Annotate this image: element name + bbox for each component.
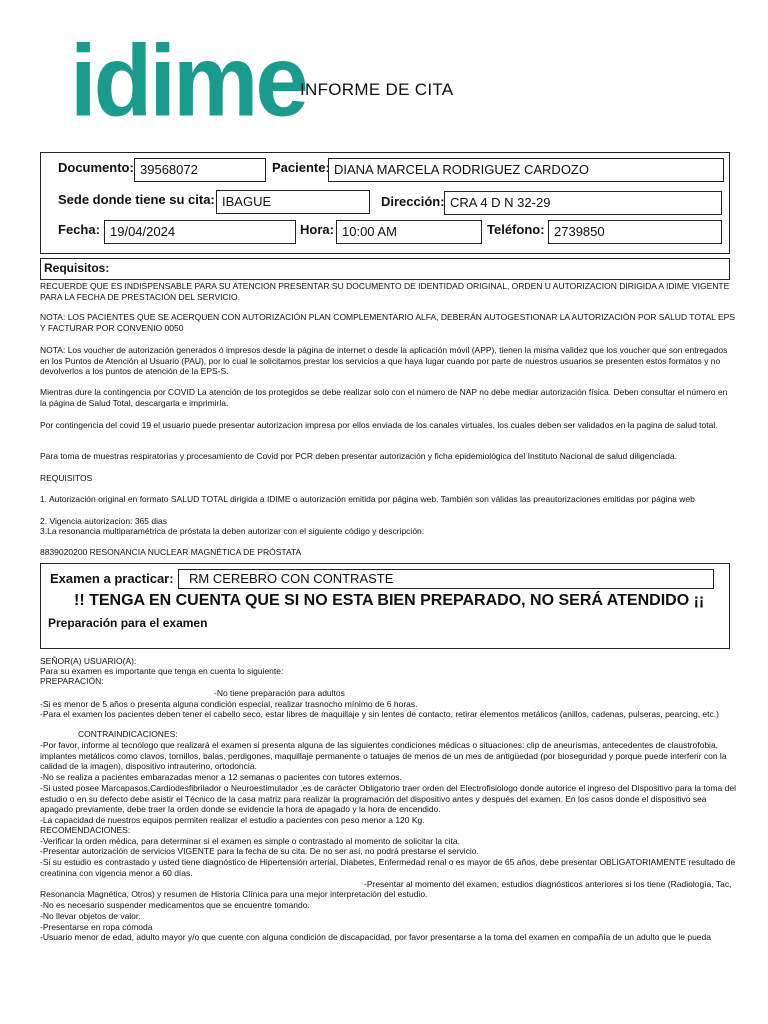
prep-line-19: -Presentarse en ropa cómoda [40,922,153,932]
preparation-warning: !! TENGA EN CUENTA QUE SI NO ESTA BIEN PREPARADO, NO SERÁ ATENDIDO ¡¡ [74,592,705,609]
direccion-label: Dirección: [381,194,445,209]
paciente-label: Paciente: [272,160,330,175]
prep-line-12: RECOMENDACIONES: [40,825,131,835]
preparation-heading: Preparación para el examen [48,616,208,630]
prep-line-14: -Presentar autorización de servicios VIGENTE para la fecha de su cita. De no ser así, no podrá prestarse el servicio. [40,846,479,856]
prep-line-5: -Si es menor de 5 años o presenta alguna condición especial, realizar trasnocho mínimo de 6 horas. [40,699,418,709]
requisitos-p1: RECUERDE QUE ES INDISPENSABLE PARA SU ATENCION PRESENTAR SU DOCUMENTO DE IDENTIDAD ORIGINAL, ORDEN U AUTORIZACION DIRIGIDA A IDIME VIGENTE PARA LA FECHA DE PRESTACIÓN DEL SERVICIO. [40,281,730,302]
requisitos-p5: Por contingencia del covid 19 el usuario puede presentar autorizacion impresa por ellos enviada de los canales virtuales, los cuales deben ser validados en la pagina de salud total. [40,420,718,430]
requisitos-p9b: 3.La resonancia multiparamétrica de próstata la deben autorizar con el siguiente código y descripción: [40,526,425,536]
sede-label: Sede donde tiene su cita: [58,192,215,207]
telefono-label: Teléfono: [487,222,545,237]
documento-label: Documento: [58,160,134,175]
examen-value: RM CEREBRO CON CONTRASTE [178,569,714,589]
requisitos-p2: NOTA: LOS PACIENTES QUE SE ACERQUEN CON AUTORIZACIÓN PLAN COMPLEMENTARIO ALFA, DEBERÁN AUTOGESTIONAR LA AUTORIZACIÓN POR SALUD TOTAL EPS Y FACTURAR POR CONVENIO 0050 [40,312,735,333]
requisitos-p8: 1. Autorización original en formato SALUD TOTAL dirigida a IDIME o autorización emitida por página web. También son válidas las preautorizaciones emitidas por página web [40,494,695,504]
requisitos-p3: NOTA: Los voucher de autorización generados ó impresos desde la página de internet o desde la aplicación móvil (APP), tienen la misma validez que los voucher que son entregados en los Puntos de Atención al Usuario (PAU), por lo cual le solicitamos prestar los servicios a que haya lugar cuando por parte de nuestros usuarios se presenten estos formatos y no devolverlos a los puntos de atención de la EPS-S. [40,345,728,376]
requisitos-p10: 8839020200 RESONANCIA NUCLEAR MAGNÉTICA DE PRÓSTATA [40,547,302,557]
prep-line-18: -No llevar objetos de valor. [40,911,141,921]
documento-value: 39568072 [134,158,266,182]
prep-line-17: -No es necesario suspender medicamentos que se encuentre tomando. [40,900,310,910]
requisitos-p6: Para toma de muestras respiratorias y procesamiento de Covid por PCR deben presentar autorización y ficha epidemiológica del Instituto Nacional de salud diligenciada. [40,451,677,461]
requisitos-p7: REQUISITOS [40,473,93,483]
prep-line-10: -Si usted posee Marcapasos,Cardiodesfibrilador o Neuroestimulador ,es de carácter Obligatorio traer orden del Electrofisiologo donde autorice el ingreso del Dispositivo para la toma del estudio o en su defecto debe asistir el Técnico de la casa matriz para realizar la programación del dispositivo antes y después del examen. En los casos donde el dispositivo sea apagado previamente, debe traer la orden donde se evidencie la hora de apagado y la hora de encendido. [40,783,736,814]
prep-line-4: -No tiene preparación para adultos [214,688,345,698]
examen-label: Examen a practicar: [50,571,174,586]
prep-line-3: PREPARACIÓN: [40,676,104,686]
prep-line-20: -Usuario menor de edad, adulto mayor y/o que cuente con alguna condición de discapacidad, por favor presentarse a la toma del examen en compañía de un adulto que le pueda [40,932,711,942]
prep-line-13: -Verificar la orden médica, para determinar si el examen es simple o contrastado al momento de solicitar la cita. [40,836,460,846]
prep-line-15: -Si su estudio es contrastado y usted tiene diagnóstico de Hipertensión arterial, Diabetes, Enfermedad renal o es mayor de 65 años, debe presentar OBLIGATORIAMENTE resultado de creatinina con vigencia menor a 60 días. [40,857,736,878]
requisitos-header-box [40,258,730,280]
fecha-value: 19/04/2024 [104,220,296,244]
prep-line-6: -Para el examen los pacientes deben tener el cabello seco, estar libres de maquillaje y sin lentes de contacto, retirar elementos metálicos (anillos, cadenas, pulseras, pearcing, etc.) [40,709,719,719]
fecha-label: Fecha: [58,222,100,237]
direccion-value: CRA 4 D N 32-29 [444,191,722,215]
prep-line-16b: Resonancia Magnética, Otros) y resumen de Historia Clínica para una mejor interpretación del estudio. [40,889,428,899]
prep-line-7: CONTRAINDICACIONES: [78,729,178,739]
hora-value: 10:00 AM [336,220,482,244]
hora-label: Hora: [300,222,334,237]
telefono-value: 2739850 [548,220,722,244]
requisitos-p4: Mientras dure la contingencia por COVID La atención de los protegidos se debe realizar solo con el número de NAP no debe mediar autorización física. Deben consultar el número en la página de Salud Total, descargarla e imprimirla. [40,387,728,408]
paciente-value: DIANA MARCELA RODRIGUEZ CARDOZO [328,158,724,182]
idime-logo: idime [70,25,306,138]
page-title: INFORME DE CITA [300,80,454,99]
prep-line-2: Para su examen es importante que tenga en cuenta lo siguiente: [40,666,284,676]
prep-line-11: -La capacidad de nuestros equipos permiten realizar el estudio a pacientes con peso menor a 120 Kg. [40,815,425,825]
sede-value: IBAGUE [216,190,370,214]
requisitos-heading: Requisitos: [44,261,110,275]
prep-line-8: -Por favor, informe al tecnólogo que realizará el examen si presenta alguna de las siguientes condiciones médicas o situaciones: clip de aneurismas, antecedentes de claustrofobia, implantes metálicos como clavos, tornillos, balas, perdigones, maquillaje permanente o tatuajes de menos de un mes de antigüedad (por bioseguridad y porque puede interferir con la calidad de la imagen), dispositivo intrauterino, ortodoncia. [40,740,727,771]
prep-line-16a: -Presentar al momento del examen, estudios diagnósticos anteriores si los tiene (Radiología, Tac, [364,879,732,889]
prep-line-9: -No se realiza a pacientes embarazadas menor a 12 semanas o pacientes con tutores externos. [40,772,402,782]
prep-line-1: SEÑOR(A) USUARIO(A): [40,656,137,666]
requisitos-p9a: 2. Vigencia autorizacion: 365 dias [40,516,167,526]
